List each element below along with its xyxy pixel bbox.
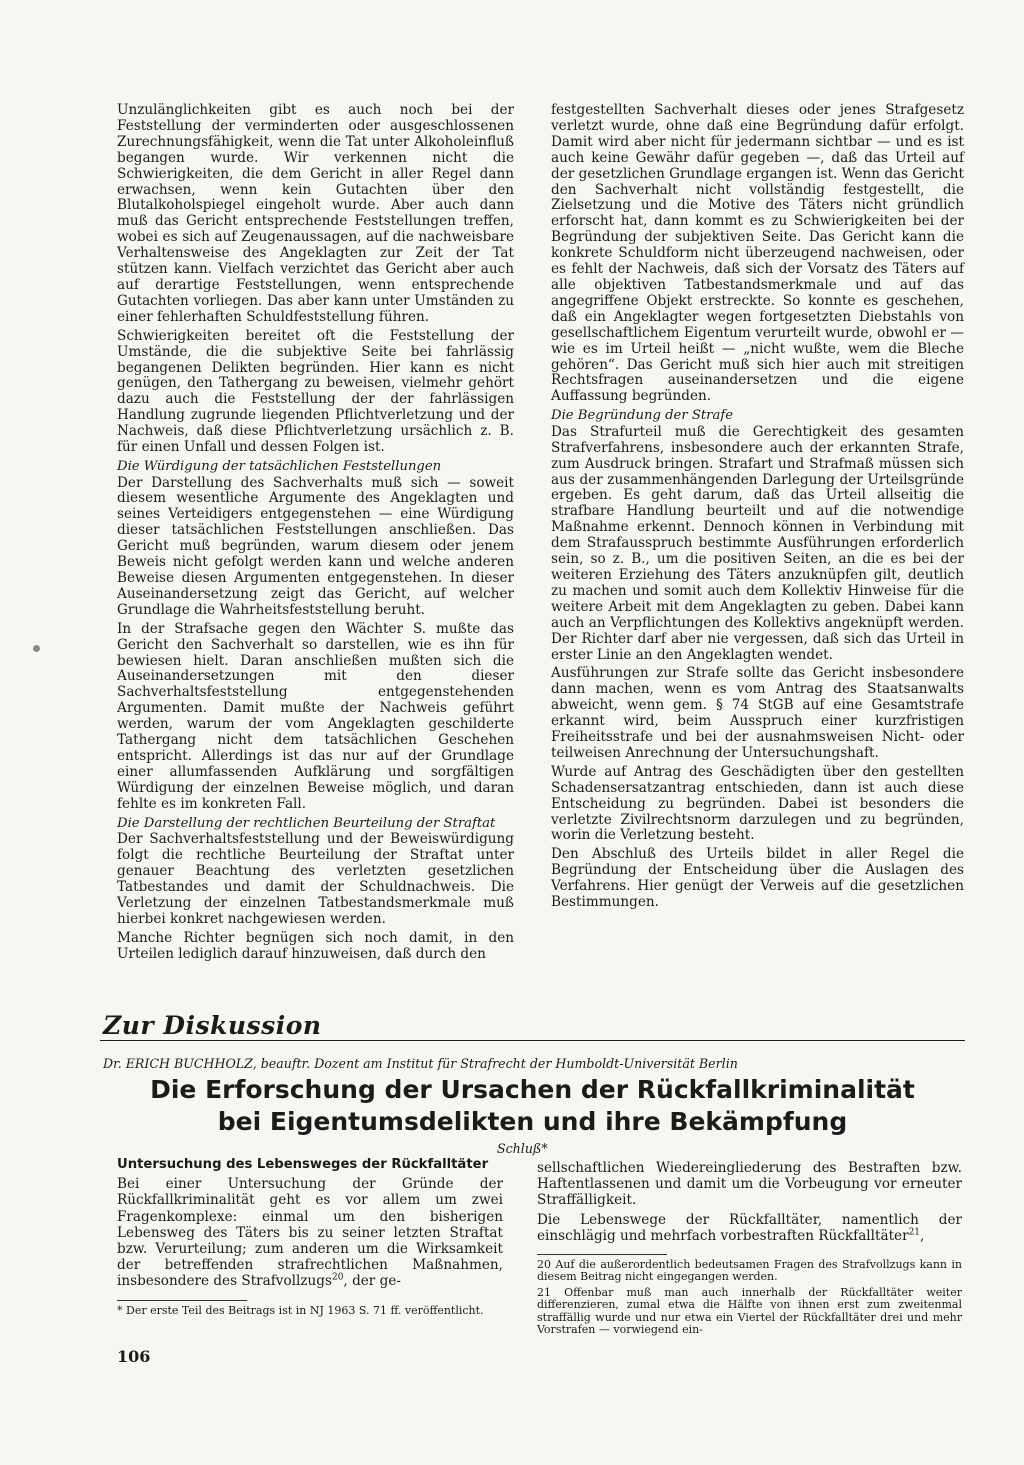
footnote-ref: 21 [908,1227,921,1238]
paragraph: Ausführungen zur Strafe sollte das Gericht insbesondere dann machen, wenn es vom Antrag des Staatsanwalts abweicht, wenn gem. § 74 StGB auf eine Gesamtstrafe erkannt wird, beim Ausspruch einer kurzfristigen Freiheitsstrafe und bei der ausnahmsweisen Nicht- oder teilweisen Anrechnung der Untersuchungshaft. [551,665,964,761]
footnote-ref: 20 [331,1272,344,1283]
author-line: Dr. ERICH BUCHHOLZ, beauftr. Dozent am Institut für Strafrecht der Humboldt-Universität Berlin [103,1056,738,1071]
article-title-line: bei Eigentumsdelikten und ihre Bekämpfung [217,1107,848,1136]
left-column [117,103,514,965]
paragraph: Unzulänglichkeiten gibt es auch noch bei der Feststellung der verminderten oder ausgeschlossenen Zurechnungsfähigkeit, wenn die Tat unter Alkoholeinfluß begangen wurde. Wir verkennen nicht die Schwierigkeiten, die dem Gericht in aller Regel dann erwachsen, wenn kein Gutachten über den Blutalkoholspiegel eingeholt wurde. Aber auch dann muß das Gericht entsprechende Feststellungen treffen, wobei es sich auf Zeugenaussagen, auf die nachweisbare Verhaltensweise des Angeklagten zur Zeit der Tat stützen kann. Vielfach verzichtet das Gericht aber auch auf derartige Feststellungen, wenn entsprechende Gutachten vorliegen. Das aber kann unter Umständen zu einer fehlerhaften Schuldfeststellung führen. [117,102,514,325]
footnote-divider [117,1300,247,1301]
paragraph: Der Sachverhaltsfeststellung und der Beweiswürdigung folgt die rechtliche Beurteilung der Straftat unter genauer Beachtung des verletzten gesetzlichen Tatbestandes und damit der Schuldnachweis. Die Verletzung der einzelnen Tatbestandsmerkmale muß hierbei konkret nachgewiesen werden. [117,831,514,927]
paragraph-text: Bei einer Untersuchung der Gründe der Rückfallkriminalität geht es vor allem um zwei Fragenkomplexe: einmal um den bisherigen Lebensweg des Täters bis zu seiner letzten Straftat bzw. Verurteilung; zum anderen um die Wirksamkeit der betreffenden strafrechtlichen Maßnahmen, insbesondere des Strafvollzugs [117,1176,503,1290]
footnote: 21 Offenbar muß man auch innerhalb der Rückfalltäter weiter differenzieren, zumal etwa die Hälfte von ihnen erst zum zweitenmal straffällig wurde und nur etwa ein Viertel der Rückfalltäter drei und mehr Vorstrafen — vorwiegend ein- [537,1285,962,1337]
paragraph: festgestellten Sachverhalt dieses oder jenes Strafgesetz verletzt wurde, ohne daß eine Begründung dafür erfolgt. Damit wird aber nicht für jedermann sichtbar — und es ist auch keine Gewähr dafür gegeben —, daß das Urteil auf der gesetzlichen Grundlage ergangen ist. Wenn das Gericht den Sachverhalt nicht vollständig festgestellt, die Zielsetzung und die Motive des Täters nicht gründlich erforscht hat, dann kommt es zu Schwierigkeiten bei der Begründung der subjektiven Seite. Das Gericht kann die konkrete Schuldform nicht überzeugend nachweisen, oder es fehlt der Nachweis, daß sich der Vorsatz des Täters auf alle objektiven Tatbestandsmerkmale und auf das angegriffene Objekt erstreckte. So konnte es geschehen, daß ein Angeklagter wegen fortgesetzten Diebstahls von gesellschaftlichem Eigentum verurteilt wurde, obwohl er — wie es im Urteil heißt — „nicht wußte, wem die Bleche gehören“. Das Gericht muß sich hier auch mit streitigen Rechtsfragen auseinandersetzen und die eigene Auffassung begründen. [551,102,965,405]
paragraph [537,1212,962,1244]
paragraph-text: , der ge- [343,1273,401,1290]
paragraph: Das Strafurteil muß die Gerechtigkeit des gesamten Strafverfahrens, insbesondere auch der erkannten Strafe, zum Ausdruck bringen. Strafart und Strafmaß müssen sich aus der zusammenhängenden Darlegung der Urteilsgründe ergeben. Es geht darum, daß das Urteil allseitig die strafbare Handlung beurteilt und auf die notwendige Maßnahme erkennt. Dennoch können in Verbindung mit dem Strafausspruch bestimmte Ausführungen erforderlich sein, so z. B., um die positiven Seiten, an die es bei der weiteren Erziehung des Täters anzuknüpfen gilt, deutlich zu machen und somit auch dem Kollektiv Hinweise für die weitere Arbeit mit dem Angeklagten zu geben. Dabei kann auch an Verpflichtungen des Kollektivs angeknüpft werden. Der Richter darf aber nie vergessen, daß sich das Urteil in erster Linie an den Angeklagten wendet. [551,423,964,663]
footnote: 20 Auf die außerordentlich bedeutsamen Fragen des Strafvollzugs kann in diesem Beitrag nicht eingegangen werden. [537,1258,962,1284]
subsection-heading: Untersuchung des Lebensweges der Rückfalltäter [117,1157,489,1172]
right-column [551,103,964,914]
footnote: * Der erste Teil des Beitrags ist in NJ 1963 S. 71 ff. veröffentlicht. [117,1303,484,1317]
article-title [100,1074,965,1138]
section-heading: Die Begründung der Strafe [551,408,734,424]
scan-mark [33,645,40,652]
section-heading: Die Darstellung der rechtlichen Beurteilung der Straftat [117,815,496,831]
paragraph [117,1176,503,1289]
paragraph-text: Die Lebenswege der Rückfalltäter, namentlich der einschlägig und mehrfach vorbestraften Rückfalltäter [537,1211,962,1244]
section-heading: Die Würdigung der tatsächlichen Feststellungen [117,458,442,474]
footnote-divider [537,1254,667,1255]
lower-left-column [117,1157,503,1320]
paragraph-text: , [920,1227,925,1244]
continuation-label: Schluß* [497,1141,548,1156]
paragraph: sellschaftlichen Wiedereingliederung des Bestraften bzw. Haftentlassenen und damit um die Vorbeugung vor erneuter Straffälligkeit. [537,1160,962,1209]
paragraph: Der Darstellung des Sachverhalts muß sich — soweit diesem wesentliche Argumente des Angeklagten und seines Verteidigers entgegenstehen — eine Würdigung dieser tatsächlichen Feststellungen anschließen. Das Gericht muß begründen, warum diesem oder jenem Beweis nicht gefolgt werden kann und welche anderen Beweise diesen Argumenten entgegenstehen. In dieser Auseinandersetzung zeigt das Gericht, auf welcher Grundlage die Wahrheitsfeststellung beruht. [117,474,514,618]
paragraph: Wurde auf Antrag des Geschädigten über den gestellten Schadensersatzantrag entschieden, dann ist auch diese Entscheidung zu begründen. Dabei ist besonders die verletzte Zivilrechtsnorm darzulegen und zu begründen, worin die Verletzung besteht. [551,763,964,844]
discussion-heading: Zur Diskussion [103,1011,322,1040]
lower-right-column [537,1160,962,1339]
article-title-line: Die Erforschung der Ursachen der Rückfallkriminalität [150,1075,915,1104]
paragraph: Schwierigkeiten bereitet oft die Feststellung der Umstände, die die subjektive Seite bei fahrlässig begangenen Delikten begründen. Hier kann es nicht genügen, den Tathergang zu beweisen, vielmehr gehört dazu auch die Feststellung der der fahrlässigen Handlung zugrunde liegenden Pflichtverletzung und der Nachweis, daß diese Pflichtverletzung ursächlich z. B. für einen Unfall und dessen Folgen ist. [117,327,514,456]
paragraph: Den Abschluß des Urteils bildet in aller Regel die Begründung der Entscheidung über die Auslagen des Verfahrens. Hier genügt der Verweis auf die gesetzlichen Bestimmungen. [551,846,964,911]
page-number: 106 [117,1347,151,1366]
section-divider [100,1040,965,1041]
paragraph: Manche Richter begnügen sich noch damit, in den Urteilen lediglich darauf hinzuweisen, daß durch den [117,929,514,962]
paragraph: In der Strafsache gegen den Wächter S. mußte das Gericht den Sachverhalt so darstellen, wie es ihn für bewiesen hielt. Daran anschließen mußten sich die Auseinandersetzungen mit den dieser Sachverhaltsfeststellung entgegenstehenden Argumenten. Damit mußte der Nachweis geführt werden, warum der vom Angeklagten geschilderte Tathergang nicht dem tatsächlichen Geschehen entspricht. Allerdings ist das nur auf der Grundlage einer allumfassenden Aufklärung und sorgfältigen Würdigung der einzelnen Beweise möglich, und daran fehlte es im konkreten Fall. [117,620,514,812]
